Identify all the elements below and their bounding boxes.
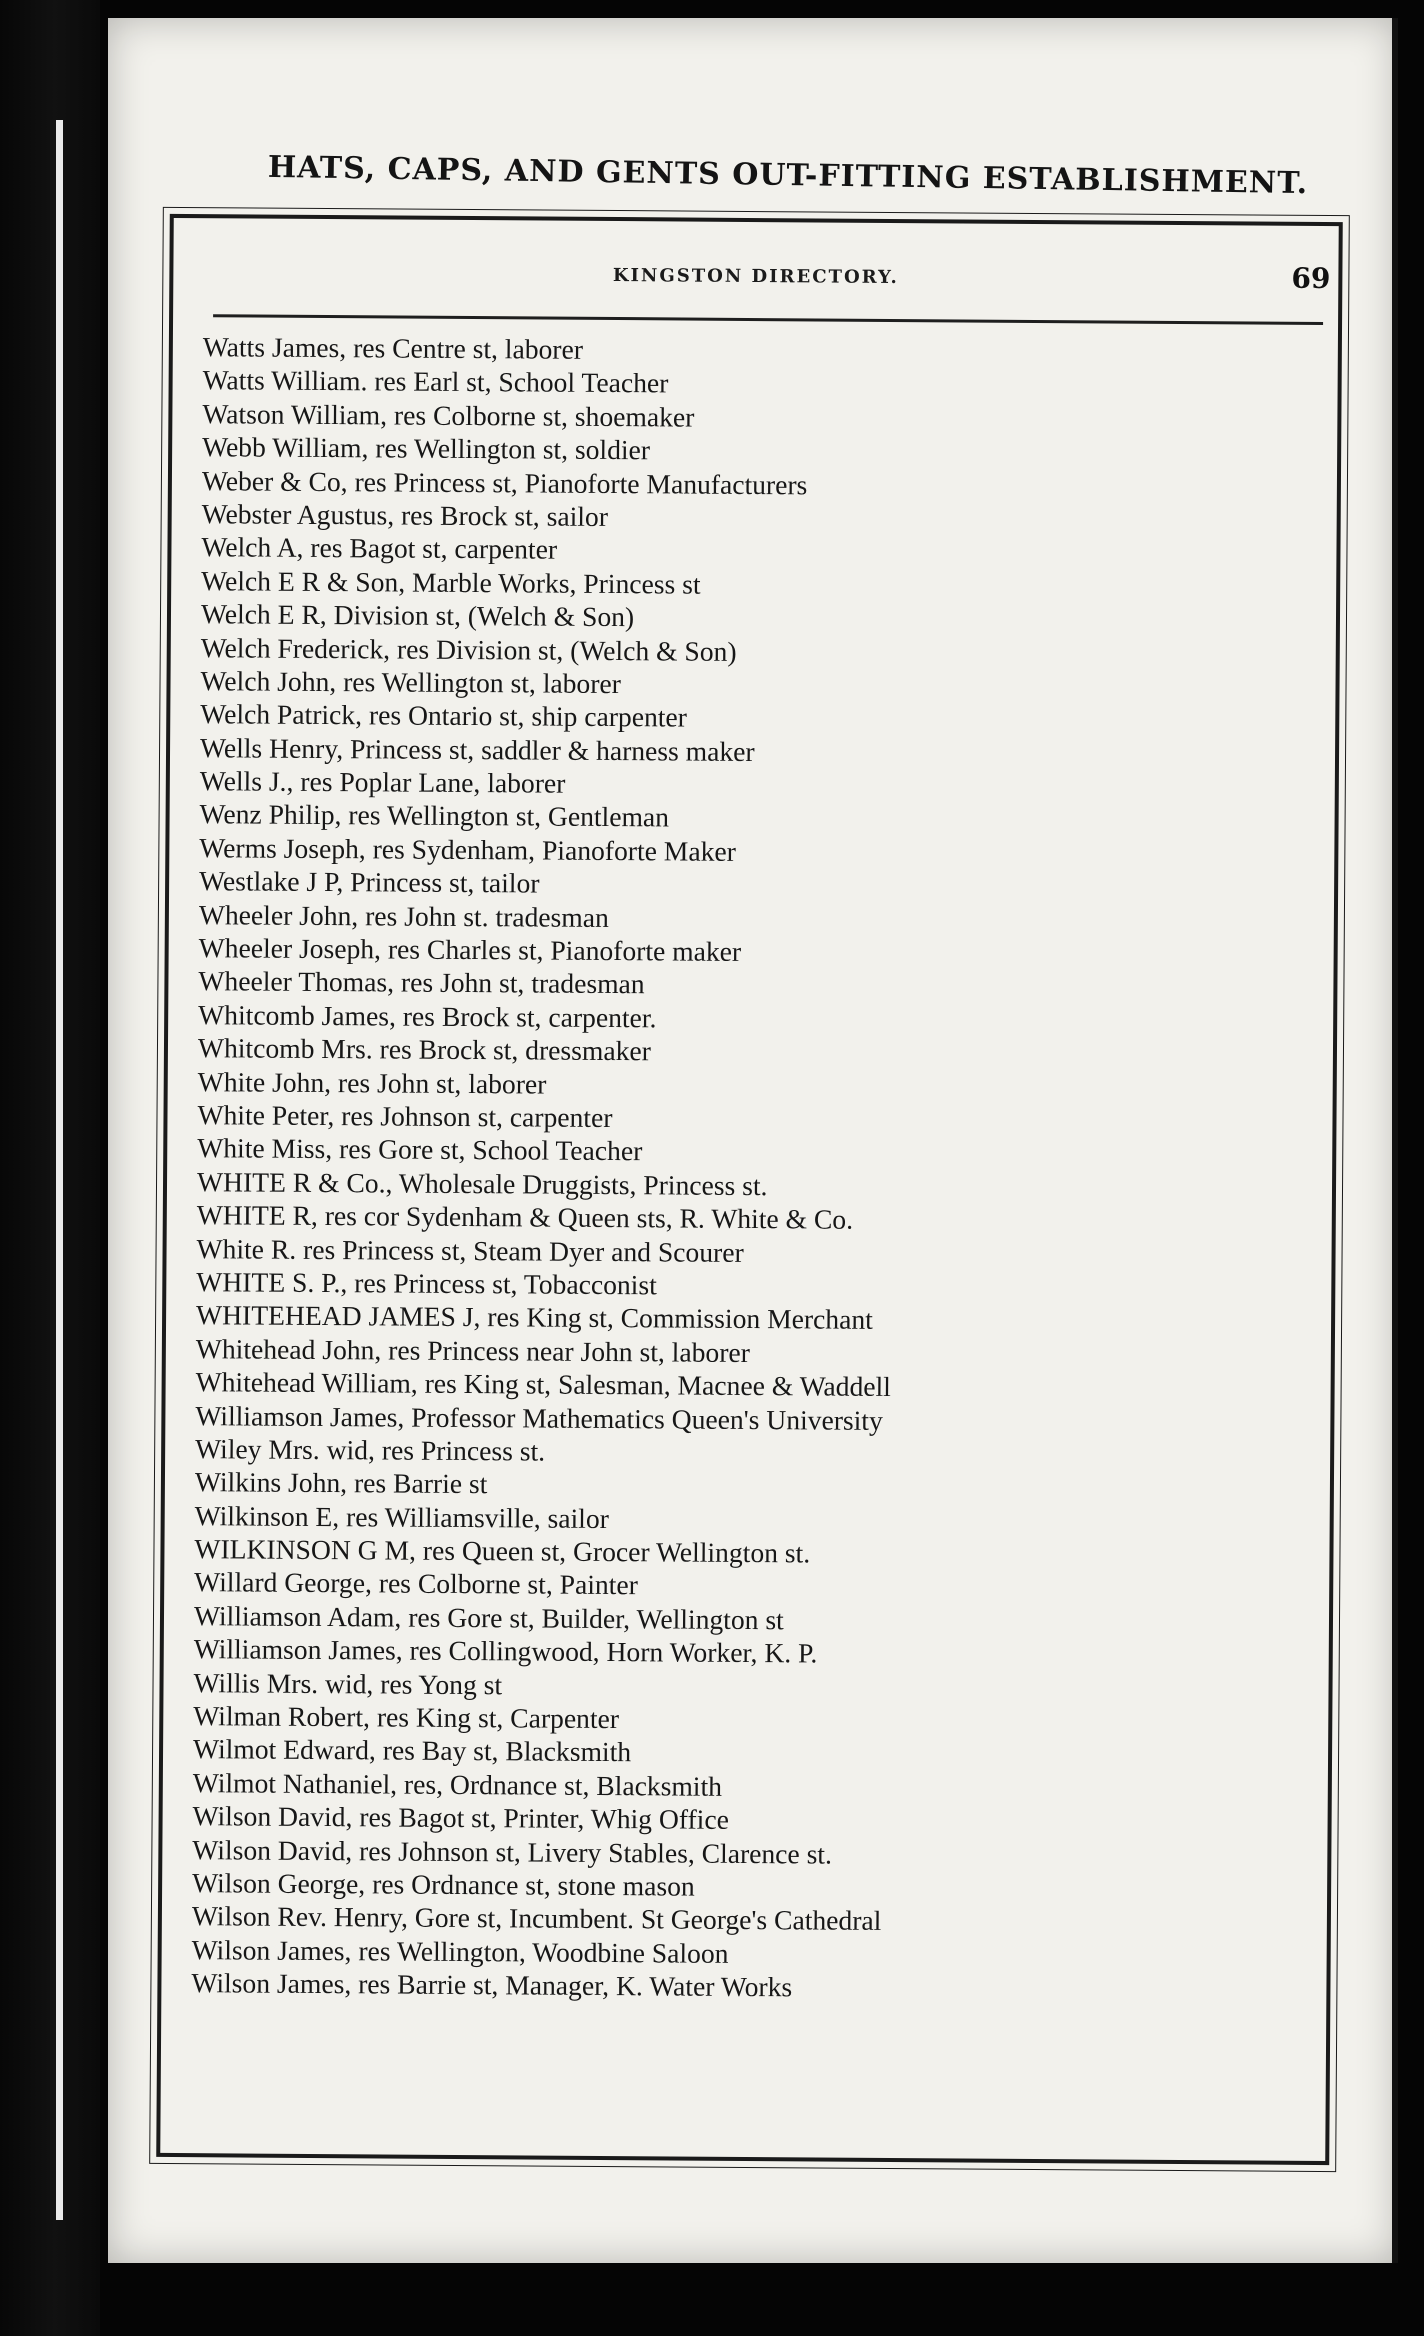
directory-entry: Williamson Adam, res Gore st, Builder, Wellington st: [193, 1599, 784, 1636]
directory-entry: Watson William, res Colborne st, shoemaker: [202, 397, 695, 433]
directory-entry: Wheeler Thomas, res John st, tradesman: [198, 965, 645, 1000]
directory-entry: Willis Mrs. wid, res Yong st: [193, 1666, 503, 1700]
directory-entry: Welch A, res Bagot st, carpenter: [201, 531, 558, 565]
directory-entries: [191, 330, 1313, 2007]
directory-entry: Willard George, res Colborne st, Painter: [194, 1566, 638, 1601]
directory-entry: Wheeler John, res John st. tradesman: [198, 898, 609, 933]
directory-entry: Whitcomb Mrs. res Brock st, dressmaker: [197, 1032, 651, 1067]
page-number: 69: [1291, 261, 1331, 296]
directory-entry: Wilson Rev. Henry, Gore st, Incumbent. St George's Cathedral: [191, 1900, 882, 1937]
directory-entry: Wilmot Edward, res Bay st, Blacksmith: [192, 1733, 632, 1768]
directory-entry: WILKINSON G M, res Queen st, Grocer Wellington st.: [194, 1533, 811, 1569]
directory-entry: White John, res John st, laborer: [197, 1065, 547, 1100]
directory-entry: Wilkins John, res Barrie st: [194, 1466, 488, 1500]
directory-entry: Welch John, res Wellington st, laborer: [200, 665, 621, 699]
directory-entry: Wilmot Nathaniel, res, Ordnance st, Blacksmith: [192, 1766, 723, 1802]
directory-entry: Whitehead William, res King st, Salesman, Macnee & Waddell: [195, 1366, 892, 1403]
running-head: KINGSTON DIRECTORY.: [612, 265, 899, 289]
directory-entry: Webb William, res Wellington st, soldier: [202, 431, 651, 466]
directory-entry: Wilson George, res Ordnance st, stone mason: [192, 1867, 695, 1902]
directory-entry: Watts William. res Earl st, School Teacher: [202, 364, 669, 399]
directory-page: [108, 18, 1398, 2263]
directory-entry: Welch Patrick, res Ontario st, ship carpenter: [200, 698, 688, 733]
directory-entry: Wilkinson E, res Williamsville, sailor: [194, 1499, 610, 1534]
directory-entry: Wells J., res Poplar Lane, laborer: [199, 765, 566, 799]
page-frame: [156, 214, 1343, 2165]
directory-entry: Wells Henry, Princess st, saddler & harness maker: [199, 731, 755, 767]
directory-entry: Wheeler Joseph, res Charles st, Pianoforte maker: [198, 932, 742, 967]
directory-entry: White Miss, res Gore st, School Teacher: [197, 1132, 643, 1167]
directory-entry: Wilman Robert, res King st, Carpenter: [193, 1700, 620, 1735]
directory-entry: Westlake J P, Princess st, tailor: [199, 865, 540, 899]
directory-entry: WHITE R, res cor Sydenham & Queen sts, R. White & Co.: [196, 1199, 854, 1235]
directory-entry: White Peter, res Johnson st, carpenter: [197, 1099, 613, 1134]
directory-entry: WHITE S. P., res Princess st, Tobacconist: [196, 1266, 657, 1301]
directory-entry: Whitcomb James, res Brock st, carpenter.: [198, 998, 657, 1034]
directory-entry: Wiley Mrs. wid, res Princess st.: [195, 1433, 546, 1467]
page-right-border: [1392, 18, 1398, 2263]
directory-entry: Whitehead John, res Princess near John st, laborer: [195, 1332, 751, 1368]
directory-entry: Welch E R, Division st, (Welch & Son): [200, 598, 635, 633]
directory-entry: WHITE R & Co., Wholesale Druggists, Princess st.: [196, 1165, 768, 1201]
adjacent-page-edge: [0, 0, 100, 2336]
directory-entry: Wilson James, res Barrie st, Manager, K. Water Works: [191, 1967, 793, 2003]
directory-entry: Wenz Philip, res Wellington st, Gentleman: [199, 798, 670, 833]
page-edge-line: [56, 120, 63, 2220]
directory-entry: Williamson James, Professor Mathematics Queen's University: [195, 1399, 883, 1436]
directory-entry: Webster Agustus, res Brock st, sailor: [201, 498, 609, 532]
directory-entry: Wilson David, res Johnson st, Livery Stables, Clarence st.: [192, 1833, 833, 1870]
directory-entry: Werms Joseph, res Sydenham, Pianoforte Maker: [199, 832, 736, 867]
directory-entry: Wilson James, res Wellington, Woodbine Saloon: [191, 1933, 729, 1969]
advertisement-banner: HATS, CAPS, AND GENTS OUT-FITTING ESTABLISHMENT.: [267, 149, 1309, 202]
directory-entry: Watts James, res Centre st, laborer: [202, 331, 584, 365]
directory-entry: White R. res Princess st, Steam Dyer and Scourer: [196, 1232, 744, 1268]
header-rule: [213, 314, 1323, 325]
directory-entry: Wilson David, res Bagot st, Printer, Whig Office: [192, 1800, 730, 1836]
directory-entry: WHITEHEAD JAMES J, res King st, Commission Merchant: [196, 1299, 873, 1336]
directory-entry: Welch E R & Son, Marble Works, Princess st: [201, 564, 701, 600]
directory-entry: Welch Frederick, res Division st, (Welch & Son): [200, 631, 737, 667]
directory-entry: Weber & Co, res Princess st, Pianoforte Manufacturers: [201, 464, 808, 500]
directory-entry: Williamson James, res Collingwood, Horn Worker, K. P.: [193, 1633, 818, 1669]
